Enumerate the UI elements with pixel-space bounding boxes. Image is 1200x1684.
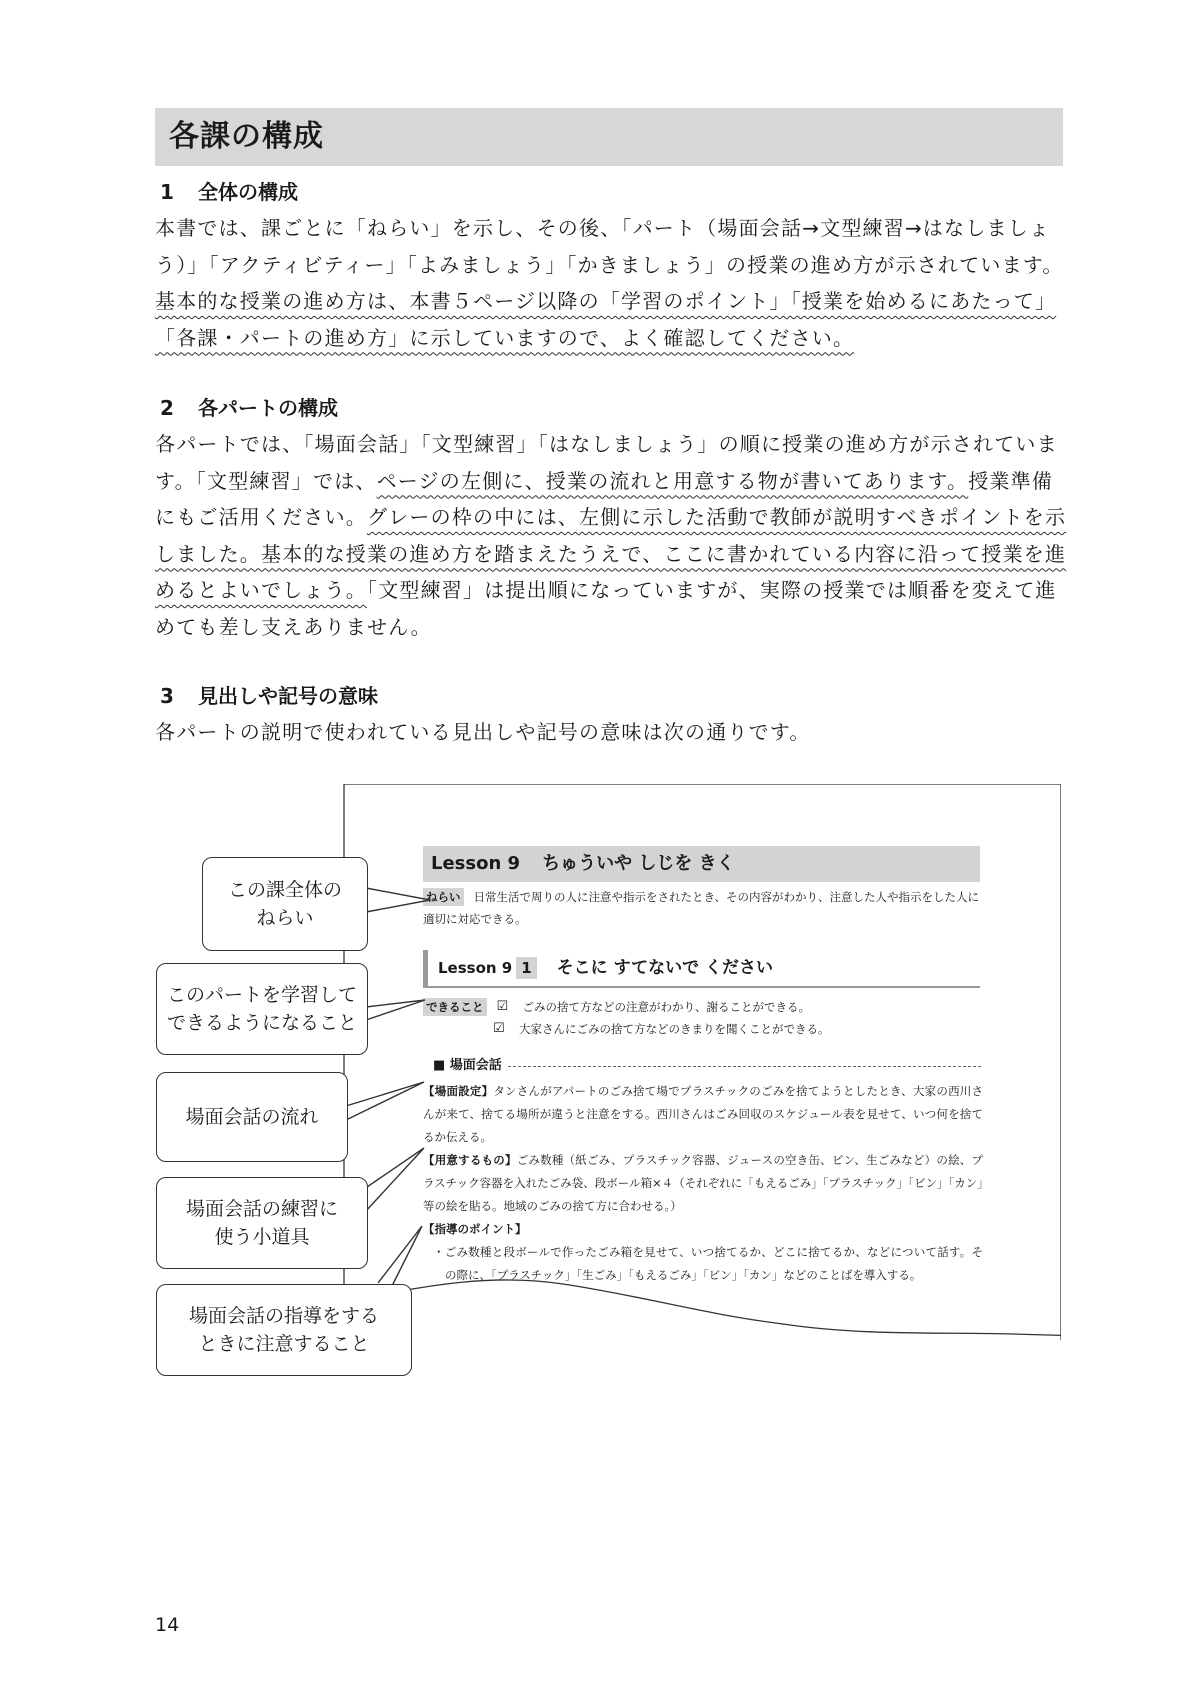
sample-lesson-number: Lesson 9 — [431, 853, 521, 874]
checkbox-icon: ☑ — [493, 1021, 505, 1036]
body-text: う）」「アクティビティー」「よみましょう」「かきましょう」の授業の進め方が示されています。 — [155, 252, 1064, 277]
body-text: す。「文型練習」では、 — [155, 468, 377, 493]
section-number: 2 — [160, 396, 174, 420]
callout-teaching-points: 場面会話の指導をする ときに注意すること — [156, 1284, 412, 1376]
emphasized-text: グレーの枠の中には、左側に示した活動で教師が説明すべきポイントを示 — [367, 505, 1067, 529]
callout-can-do: このパートを学習して できるようになること — [156, 963, 368, 1055]
section-number: 3 — [160, 684, 174, 708]
callout-lesson-aim: この課全体の ねらい — [202, 857, 368, 951]
sample-part-lesson: Lesson 9 — [438, 959, 513, 977]
sample-lesson-title: ちゅういや しじを きく — [542, 853, 735, 874]
emphasized-text: ページの左側に、授業の流れと用意する物が書いてあります。 — [376, 468, 969, 493]
sample-items-label: 【用意するもの】 — [423, 1153, 517, 1167]
body-text: 各パートの説明で使われている見出しや記号の意味は次の通りです。 — [155, 720, 811, 744]
sample-points-text: ・ごみ数種と段ボールで作ったごみ箱を見せて、いつ捨てるか、どこに捨てるか、などについて話す。その際に、「プラスチック」「生ごみ」「もえるごみ」「ビン」「カン」などのことばを導入する。 — [433, 1245, 983, 1282]
callout-props: 場面会話の練習に 使う小道具 — [156, 1177, 368, 1269]
emphasized-text: 「各課・パートの進め方」に示していますので、よく確認してください。 — [155, 325, 855, 350]
page-title: 各課の構成 — [155, 108, 1063, 166]
body-text: 各パートでは、「場面会話」「文型練習」「はなしましょう」の順に授業の進め方が示されていま — [155, 432, 1058, 456]
sample-setting-label: 【場面設定】 — [423, 1084, 494, 1098]
sample-can-do-item: 大家さんにごみの捨て方などのきまりを聞くことができる。 — [519, 1022, 830, 1036]
callout-scene-flow: 場面会話の流れ — [156, 1072, 348, 1162]
sample-part-number: 1 — [516, 957, 536, 979]
sample-items-text: ごみ数種（紙ごみ、プラスチック容器、ジュースの空き缶、ビン、生ごみなど）の絵、プラスチック容器を入れたごみ袋、段ボール箱×４（それぞれに「もえるごみ」「プラスチック」「ビン」「カン」等の絵を貼る。地域のごみの捨て方に合わせる。） — [423, 1153, 984, 1213]
checkbox-icon: ☑ — [496, 999, 509, 1014]
body-text: 授業準備 — [968, 468, 1054, 493]
section-title: 見出しや記号の意味 — [198, 684, 378, 708]
section-title: 各パートの構成 — [198, 396, 338, 420]
body-text: めても差し支えありません。 — [155, 614, 432, 639]
sample-part-title: そこに すてないで ください — [556, 958, 774, 978]
body-text: 本書では、課ごとに「ねらい」を示し、その後、「パート（場面会話→文型練習→はなしましょ — [155, 216, 1051, 240]
sample-can-do-item: ごみの捨て方などの注意がわかり、謝ることができる。 — [522, 1000, 810, 1014]
body-text: にもご活用ください。 — [155, 505, 367, 529]
section-title: 全体の構成 — [198, 180, 298, 204]
emphasized-text: めるとよいでしょう。 — [155, 578, 367, 602]
sample-can-do-label: できること — [423, 998, 487, 1016]
sample-aim-label: ねらい — [423, 888, 464, 906]
emphasized-text: 基本的な授業の進め方は、本書５ページ以降の「学習のポイント」「授業を始めるにあたって」 — [155, 289, 1057, 313]
page-number: 14 — [155, 1614, 180, 1636]
section-number: 1 — [160, 180, 174, 204]
emphasized-text: しました。基本的な授業の進め方を踏まえたうえで、ここに書かれている内容に沿って授業を進 — [155, 541, 1067, 566]
sample-points-label: 【指導のポイント】 — [423, 1222, 527, 1236]
body-text: 「文型練習」は提出順になっていますが、実際の授業では順番を変えて進 — [367, 578, 1057, 602]
sample-aim-text: 日常生活で周りの人に注意や指示をされたとき、その内容がわかり、注意した人や指示をした人に適切に対応できる。 — [423, 890, 980, 926]
sample-setting-text: タンさんがアパートのごみ捨て場でプラスチックのごみを捨てようとしたとき、大家の西川さんが来て、捨てる場所が違うと注意をする。西川さんはごみ回収のスケジュール表を見せて、いつ何を捨てるか伝える。 — [423, 1084, 984, 1144]
sample-scene-heading-text: ■ 場面会話 — [433, 1058, 502, 1073]
